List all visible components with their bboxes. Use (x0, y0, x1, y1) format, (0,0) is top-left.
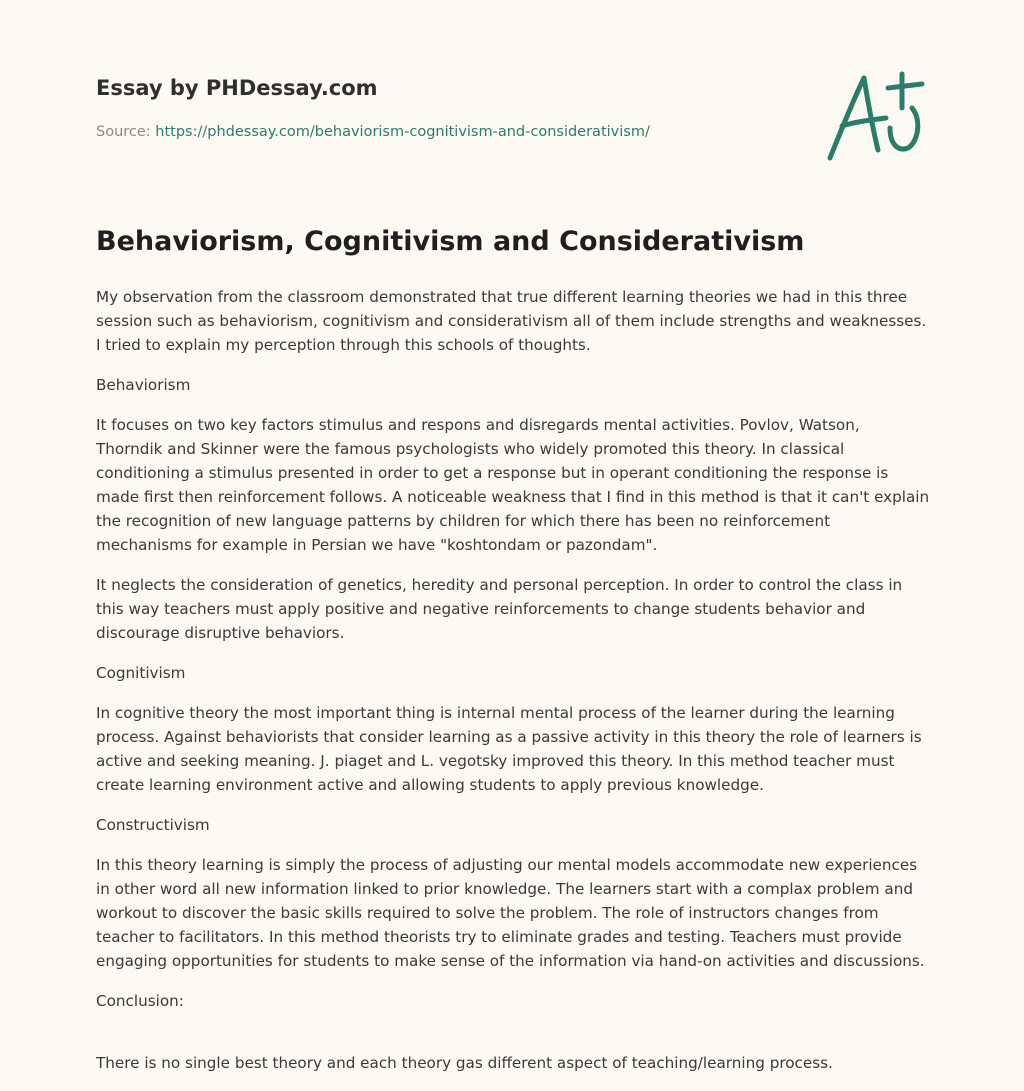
section-heading-cognitivism: Cognitivism (96, 664, 186, 682)
section-heading-constructivism: Constructivism (96, 816, 210, 834)
paragraph-conclusion: There is no single best theory and each theory gas different aspect of teaching/learning process. (96, 1054, 833, 1072)
essay-title: Behaviorism, Cognitivism and Considerativism (96, 226, 805, 257)
essay-body (96, 285, 930, 1091)
source-link[interactable]: https://phdessay.com/behaviorism-cognitivism-and-considerativism/ (155, 124, 650, 140)
site-brand: Essay by PHDessay.com (96, 76, 378, 100)
source-line (96, 124, 650, 140)
paragraph-constructivism: In this theory learning is simply the process of adjusting our mental models accommodate new experiences in other word all new information linked to prior knowledge. The learners start with a complax problem and workout to discover the basic skills required to solve the problem. The role of instructors changes from teacher to facilitators. In this method theorists try to eliminate grades and testing. Teachers must provide engaging opportunities for students to make sense of the information via hand-on activities and discussions. (96, 856, 925, 970)
paragraph-cognitivism: In cognitive theory the most important thing is internal mental process of the learner during the learning process. Against behaviorists that consider learning as a passive activity in this theory the role of learners is active and seeking meaning. J. piaget and L. vegotsky improved this theory. In this method teacher must create learning environment active and allowing students to apply previous knowledge. (96, 704, 922, 794)
section-heading-behaviorism: Behaviorism (96, 376, 191, 394)
paragraph-intro: My observation from the classroom demonstrated that true different learning theories we had in this three session such as behaviorism, cognitivism and considerativism all of them include strengths and weaknesses. I tried to explain my perception through this schools of thoughts. (96, 288, 927, 354)
section-heading-conclusion: Conclusion: (96, 992, 184, 1010)
paragraph-behaviorism-1: It focuses on two key factors stimulus and respons and disregards mental activities. Povlov, Watson, Thorndik and Skinner were the famous psychologists who widely promoted this theory. In classical conditioning a stimulus presented in order to get a response but in operant conditioning the response is made first then reinforcement follows. A noticeable weakness that I find in this method is that it can't explain the recognition of new language patterns by children for which there has been no reinforcement mechanisms for example in Persian we have "koshtondam or pazondam". (96, 416, 930, 554)
a-plus-grade-icon (820, 68, 930, 168)
source-label: Source: (96, 124, 156, 140)
paragraph-behaviorism-2: It neglects the consideration of genetics, heredity and personal perception. In order to control the class in this way teachers must apply positive and negative reinforcements to change students behavior and discourage disruptive behaviors. (96, 576, 903, 642)
